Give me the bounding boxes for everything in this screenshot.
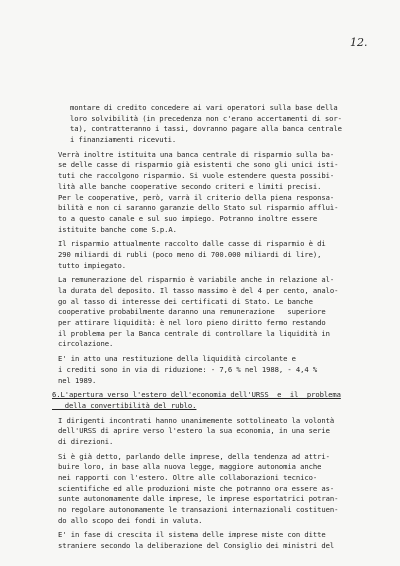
text-line: bilità e non ci saranno garanzie dello Stato sul risparmio affluì- [58,203,339,213]
text-line: sunte autonomamente dalle imprese, le imprese esportatrici potran- [58,494,339,504]
text-line: Il risparmio attualmente raccolto dalle casse di risparmio è di [58,239,326,249]
text-line: della convertibilità del rublo. [52,400,197,410]
paragraph [58,354,378,386]
paragraph [58,530,378,551]
text-line: Si è già detto, parlando delle imprese, della tendenza ad attri- [58,451,330,461]
text-line: i finanziamenti ricevuti. [70,135,177,145]
text-line: circolazione. [58,339,114,349]
text-line: i crediti sono in via di riduzione: - 7,6 % nel 1988, - 4,4 % [58,364,318,374]
text-line: lità alle banche cooperative secondo criteri e limiti precisi. [58,181,322,191]
text-line: scientifiche ed alle produzioni miste che potranno ora essere as- [58,483,335,493]
text-line: 290 miliardi di rubli (poco meno di 700.000 miliardi di lire), [58,249,322,259]
text-line: E' in fase di crescita il sistema delle imprese miste con ditte [58,530,326,540]
paragraph [58,452,378,527]
paragraph [58,416,378,448]
text-line: no regolare autonomamente le transazioni internazionali costituen- [58,505,339,515]
text-line: montare di credito concedere ai vari operatori sulla base della [70,103,338,112]
text-line: Verrà inoltre istituita una banca centrale di risparmio sulla ba- [58,149,335,159]
text-line: 6.L'apertura verso l'estero dell'economia dell'URSS e il problema [52,390,341,400]
text-line: E' in atto una restituzione della liquidità circolante e [58,354,296,364]
paragraph [58,275,378,350]
text-line: se delle casse di risparmio già esistenti che sono gli unici isti- [58,160,339,170]
text-line: do allo scopo dei fondi in valuta. [58,515,203,525]
text-line: buire loro, in base alla nuova legge, maggiore autonomia anche [58,462,322,472]
text-line: la durata del deposito. Il tasso massimo è del 4 per cento, analo- [58,286,339,295]
paragraph [58,239,378,271]
text-line: di direzioni. [58,436,114,446]
text-line: nel 1989. [58,375,97,385]
text-line: tuti che raccolgono risparmio. Si vuole estendere questa possibi- [58,171,335,181]
text-line: nei rapporti con l'estero. Oltre alle collaborazioni tecnico- [58,473,318,482]
text-line: straniere secondo la deliberazione del Consiglio dei ministri del [58,541,335,551]
text-line: per attirare liquidità: è nel loro pieno diritto fermo restando [58,318,326,328]
paragraph-gap [58,552,378,556]
text-line: il problema per la Banca centrale di controllare la liquidità in [58,328,330,338]
text-line: to a questo canale e sul suo impiego. Potranno inoltre essere [58,213,318,223]
text-line: ta), contratteranno i tassi, dovranno pagare alla banca centrale [70,124,342,134]
paragraph [58,103,378,146]
paragraph [58,150,378,236]
text-line: go al tasso di interesse dei certificati di Stato. Le banche [58,296,313,306]
document-body [52,103,378,556]
page-number: 12. [350,36,368,49]
text-line: tutto impiegato. [58,260,126,270]
text-line: La remunerazione del risparmio è variabile anche in relazione al- [58,275,335,285]
text-line: istituite banche come S.p.A. [58,224,177,234]
text-line: cooperative probabilmente daranno una remunerazione superiore [58,307,326,317]
section-heading [52,390,378,411]
text-line: dell'URSS di aprire verso l'estero la sua economia, in una serie [58,426,330,436]
text-line: loro solvibilità (in precedenza non c'erano accertamenti di sor- [70,113,342,123]
text-line: Per le cooperative, però, varrà il criterio della piena responsa- [58,192,335,202]
text-line: I dirigenti incontrati hanno unanimemente sottolineato la volontà [58,415,335,425]
